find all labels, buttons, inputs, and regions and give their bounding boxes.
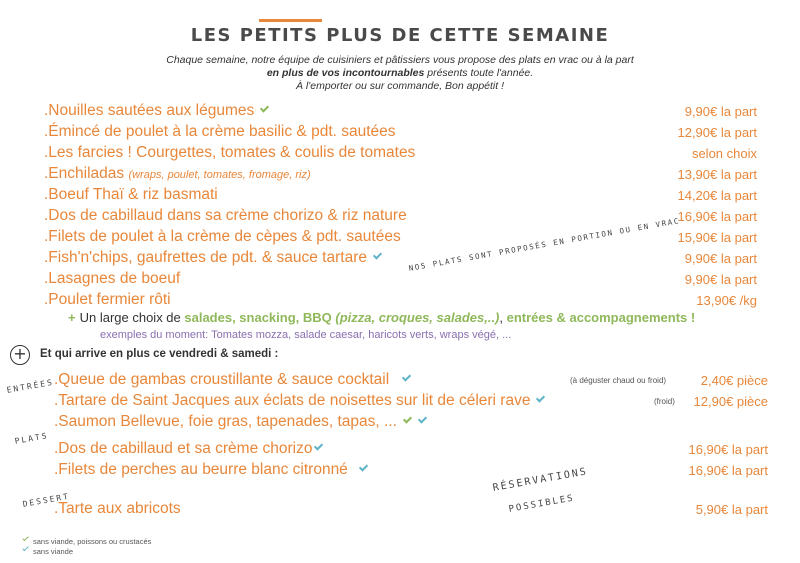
intro-line-2 bbox=[0, 67, 800, 80]
weekend-item bbox=[0, 461, 800, 482]
menu-item-name bbox=[44, 102, 269, 120]
blue-check-icon bbox=[358, 463, 368, 473]
menu-item bbox=[0, 102, 800, 123]
green-check-icon bbox=[402, 415, 412, 425]
menu-item-price: 14,20€ la part bbox=[677, 188, 757, 203]
extra-highlight-1: salades, snacking, BBQ bbox=[184, 310, 336, 325]
weekend-item bbox=[0, 500, 800, 521]
extra-choice-line bbox=[68, 310, 695, 325]
menu-item bbox=[0, 123, 800, 144]
menu-item-name: .Lasagnes de boeuf bbox=[44, 270, 181, 287]
legend-blue bbox=[22, 545, 73, 556]
extra-highlight-2: entrées & accompagnements ! bbox=[506, 310, 696, 325]
possibles-label: POSSIBLES bbox=[508, 493, 576, 515]
menu-item-price: 13,90€ /kg bbox=[696, 293, 757, 308]
menu-item-name: .Dos de cabillaud dans sa crème chorizo & riz nature bbox=[44, 207, 407, 224]
dish-label: .Nouilles sautées aux légumes bbox=[44, 102, 255, 119]
green-check-icon bbox=[259, 104, 269, 114]
dish-subtitle: (wraps, poulet, tomates, fromage, riz) bbox=[128, 169, 311, 181]
section-label-dessert: DESSERT bbox=[22, 491, 71, 509]
section-label-entrees: ENTRÉES bbox=[6, 377, 55, 395]
weekend-item-note: (à déguster chaud ou froid) bbox=[570, 376, 667, 385]
dish-label: .Saumon Bellevue, foie gras, tapenades, tapas, ... bbox=[54, 413, 397, 430]
menu-item-name: .Poulet fermier rôti bbox=[44, 291, 171, 308]
blue-check-icon bbox=[417, 415, 427, 425]
intro-line-2-rest: présents toute l'année. bbox=[424, 67, 534, 79]
weekend-item-name bbox=[54, 371, 411, 389]
legend-blue-label: sans viande bbox=[33, 547, 74, 556]
menu-item bbox=[0, 291, 800, 312]
menu-item-name: .Émincé de poulet à la crème basilic & pdt. sautées bbox=[44, 123, 396, 140]
weekend-item-name bbox=[54, 440, 323, 458]
menu-item-name bbox=[44, 165, 311, 183]
menu-item bbox=[0, 165, 800, 186]
intro-line-1: Chaque semaine, notre équipe de cuisiniers et pâtissiers vous propose des plats en vrac ou à la part bbox=[166, 54, 634, 66]
weekend-item-price: 5,90€ la part bbox=[695, 502, 768, 517]
menu-item-name: .Les farcies ! Courgettes, tomates & coulis de tomates bbox=[44, 144, 416, 161]
menu-item-price: 9,90€ la part bbox=[684, 251, 757, 266]
menu-item-price: 13,90€ la part bbox=[677, 167, 757, 182]
dish-label: .Enchiladas bbox=[44, 165, 129, 182]
blue-check-icon bbox=[22, 545, 30, 553]
intro-line-2-bold: en plus de vos incontournables bbox=[266, 67, 425, 79]
weekend-item bbox=[0, 440, 800, 461]
menu-item-name bbox=[44, 249, 382, 267]
menu-item bbox=[0, 186, 800, 207]
extra-highlight-italic: (pizza, croques, salades,..) bbox=[335, 310, 500, 325]
dish-label: .Queue de gambas croustillante & sauce cocktail bbox=[54, 371, 390, 388]
portion-note-handwritten: NOS PLATS SONT PROPOSÉS EN PORTION OU EN VRAC bbox=[408, 216, 681, 273]
blue-check-icon bbox=[401, 373, 411, 383]
menu-item bbox=[0, 144, 800, 165]
menu-item-name: .Boeuf Thaï & riz basmati bbox=[44, 186, 218, 203]
menu-item-price: 9,90€ la part bbox=[684, 104, 757, 119]
weekend-item-price: 16,90€ la part bbox=[688, 463, 768, 478]
blue-check-icon bbox=[535, 394, 545, 404]
dish-label: .Filets de perches au beurre blanc citronné bbox=[54, 461, 348, 478]
menu-item bbox=[0, 249, 800, 270]
green-check-icon bbox=[22, 535, 30, 543]
reservations-label: RÉSERVATIONS bbox=[492, 466, 589, 494]
plus-icon: + bbox=[68, 310, 76, 325]
weekend-item-name bbox=[54, 461, 368, 479]
title-accent-bar bbox=[259, 19, 322, 22]
intro-text bbox=[0, 54, 800, 93]
menu-item bbox=[0, 270, 800, 291]
menu-item-price: 12,90€ la part bbox=[677, 125, 757, 140]
weekend-item-name: .Tarte aux abricots bbox=[54, 500, 181, 517]
menu-item-price: 16,90€ la part bbox=[677, 209, 757, 224]
menu-item-name: .Filets de poulet à la crème de cèpes & pdt. sautées bbox=[44, 228, 401, 245]
menu-item-price: 15,90€ la part bbox=[677, 230, 757, 245]
dish-label: .Dos de cabillaud et sa crème chorizo bbox=[54, 440, 313, 457]
legend-green-label: sans viande, poissons ou crustacés bbox=[33, 537, 152, 546]
circle-plus-icon: + bbox=[10, 345, 30, 365]
weekend-item-price: 12,90€ pièce bbox=[693, 394, 768, 409]
extra-text-1: Un large choix de bbox=[79, 310, 185, 325]
menu-item bbox=[0, 228, 800, 249]
extra-text-2: , bbox=[499, 310, 507, 325]
weekend-item-name bbox=[54, 392, 545, 410]
menu-item-price: 9,90€ la part bbox=[684, 272, 757, 287]
weekend-heading: Et qui arrive en plus ce vendredi & samedi : bbox=[40, 348, 279, 360]
dish-label: .Fish'n'chips, gaufrettes de pdt. & sauce tartare bbox=[44, 249, 367, 266]
weekend-item bbox=[0, 371, 800, 392]
blue-check-icon bbox=[372, 251, 382, 261]
weekend-item bbox=[0, 392, 800, 413]
intro-line-3: À l'emporter ou sur commande, Bon appétit ! bbox=[295, 80, 505, 92]
weekend-item bbox=[0, 413, 800, 434]
weekend-item-name bbox=[54, 413, 427, 431]
blue-check-icon bbox=[313, 442, 323, 452]
page-title: LES PETITS PLUS DE CETTE SEMAINE bbox=[190, 25, 610, 46]
weekend-item-price: 2,40€ pièce bbox=[700, 373, 768, 388]
menu-item-price: selon choix bbox=[691, 146, 757, 161]
weekend-item-note: (froid) bbox=[654, 397, 675, 406]
weekend-item-price: 16,90€ la part bbox=[688, 442, 768, 457]
section-label-plats: PLATS bbox=[14, 431, 50, 446]
dish-label: .Tartare de Saint Jacques aux éclats de noisettes sur lit de céleri rave bbox=[54, 392, 531, 409]
extra-examples: exemples du moment: Tomates mozza, salade caesar, haricots verts, wraps végé, ... bbox=[100, 329, 512, 341]
